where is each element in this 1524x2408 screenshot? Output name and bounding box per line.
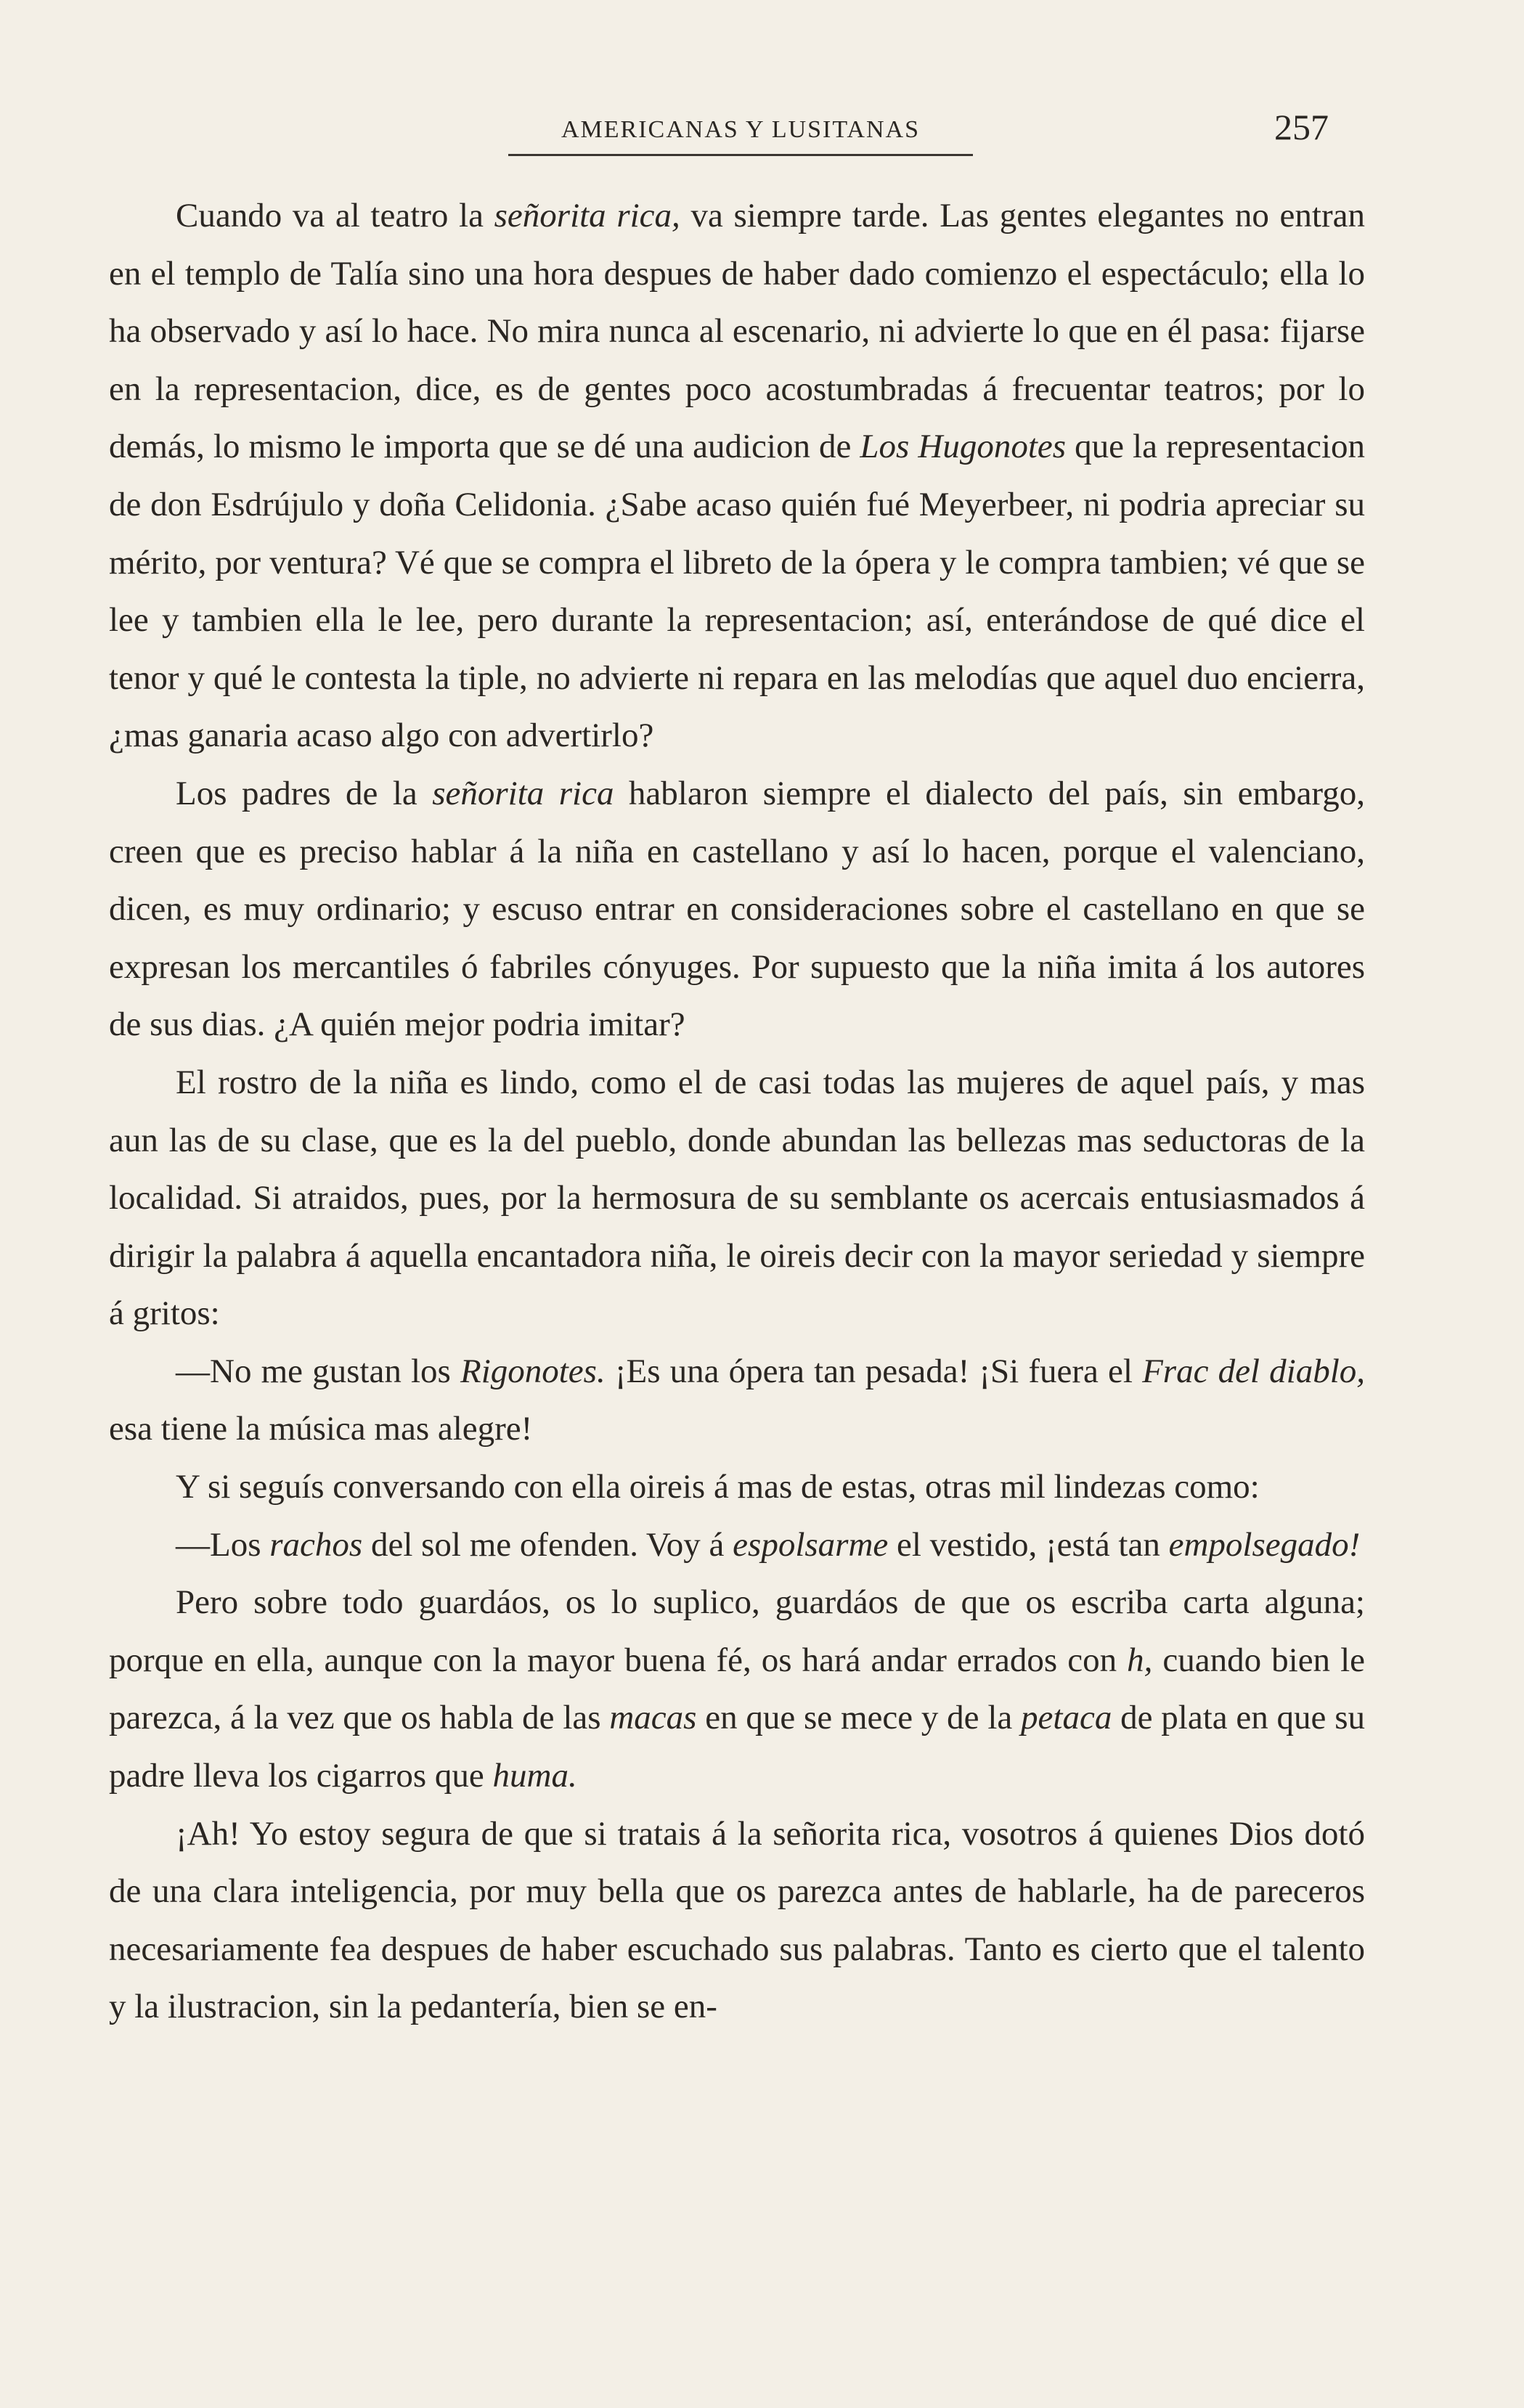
text-run: Cuando va al teatro la [176,197,494,234]
paragraph [109,1517,1365,1575]
text-run: El rostro de la niña es lindo, como el de casi todas las mujeres de aquel país, y mas aun las de su clase, que es la del pueblo, donde abundan las bellezas mas seductoras de la localidad. Si atraidos, pues, por la hermosura de su semblante os acercais entusiasmados á dirigir la palabra á aquella encantadora niña, le oireis decir con la mayor seriedad y siempre á gritos: [109,1063,1365,1333]
paragraph [109,765,1365,1054]
running-title: AMERICANAS Y LUSITANAS [508,116,973,156]
paragraph [109,187,1365,765]
text-run: en que se mece y de la [696,1699,1022,1737]
italic-text: espolsarme [733,1525,889,1564]
italic-text: señorita rica [432,774,614,812]
text-run: de plata en que su padre lleva los cigarros que [109,1699,1365,1795]
text-run: Los padres de la [176,774,433,812]
italic-text: empolsegado! [1168,1525,1361,1564]
text-run: hablaron siempre el dialecto del país, sin embargo, creen que es preciso hablar á la niña en castellano y así lo hacen, porque el valenciano, dicen, es muy ordinario; y escuso entrar en consideraciones sobre el castellano en que se expresan los mercantiles ó fabriles cónyuges. Por supuesto que la niña imita á los autores de sus dias. ¿A quién mejor podria imitar? [109,774,1365,1044]
italic-text: Los Hugonotes [860,428,1067,466]
text-run: va siempre tarde. Las gentes elegantes no entran en el templo de Talía sino una hora despues de haber dado comienzo el espectáculo; ella lo ha observado y así lo hace. No mira nunca al escenario, ni advierte lo que en él pasa: fijarse en la representacion, dice, es de gentes poco acostumbradas á frecuentar teatros; por lo demás, lo mismo le importa que se dé una audicion de [109,197,1365,466]
text-run: —No me gustan los [176,1352,460,1390]
text-run: el vestido, ¡está tan [888,1525,1169,1564]
italic-text: Rigonotes. [460,1352,606,1390]
paragraph [109,1054,1365,1343]
paragraph [109,1574,1365,1805]
text-run: ¡Es una ópera tan pesada! ¡Si fuera el [605,1352,1143,1390]
body-text [109,187,1365,2036]
page-number: 257 [1274,107,1329,147]
text-run: Y si seguís conversando con ella oireis á mas de estas, otras mil lindezas como: [176,1468,1260,1506]
italic-text: huma. [492,1757,577,1795]
text-run: cuando bien le parezca, á la vez que os habla de las [109,1641,1365,1737]
italic-text: señorita rica, [494,197,680,234]
text-run: del sol me ofenden. Voy á [362,1525,733,1564]
italic-text: h, [1127,1641,1153,1679]
paragraph [109,1458,1365,1517]
text-run: esa tiene la música mas alegre! [109,1410,533,1448]
text-run: ¡Ah! Yo estoy segura de que si tratais á la señorita rica, vosotros á quienes Dios dotó de una clara inteligencia, por muy bella que os parezca antes de hablarle, ha de pareceros necesariamente fea despues de haber escuchado sus palabras. Tanto es cierto que el talento y la ilustracion, sin la pedantería, bien se en- [109,1814,1365,2026]
italic-text: macas [609,1699,697,1737]
paragraph [109,1805,1365,2036]
text-run: que la representacion de don Esdrújulo y doña Celidonia. ¿Sabe acaso quién fué Meyerbeer, ni podria apreciar su mérito, por ventura? Vé que se compra el libreto de la ópera y le compra tambien; vé que se lee y tambien ella le lee, pero durante la representacion; así, enterándose de qué dice el tenor y qué le contesta la tiple, no advierte ni repara en las melodías que aquel duo encierra, ¿mas ganaria acaso algo con advertirlo? [109,428,1365,755]
italic-text: petaca [1021,1699,1112,1737]
text-run: —Los [176,1525,270,1564]
italic-text: rachos [269,1525,363,1564]
text-run: Pero sobre todo guardáos, os lo suplico, guardáos de que os escriba carta alguna; porque en ella, aunque con la mayor buena fé, os hará andar errados con [109,1583,1365,1679]
paragraph [109,1343,1365,1458]
italic-text: Frac del diablo, [1142,1352,1365,1390]
